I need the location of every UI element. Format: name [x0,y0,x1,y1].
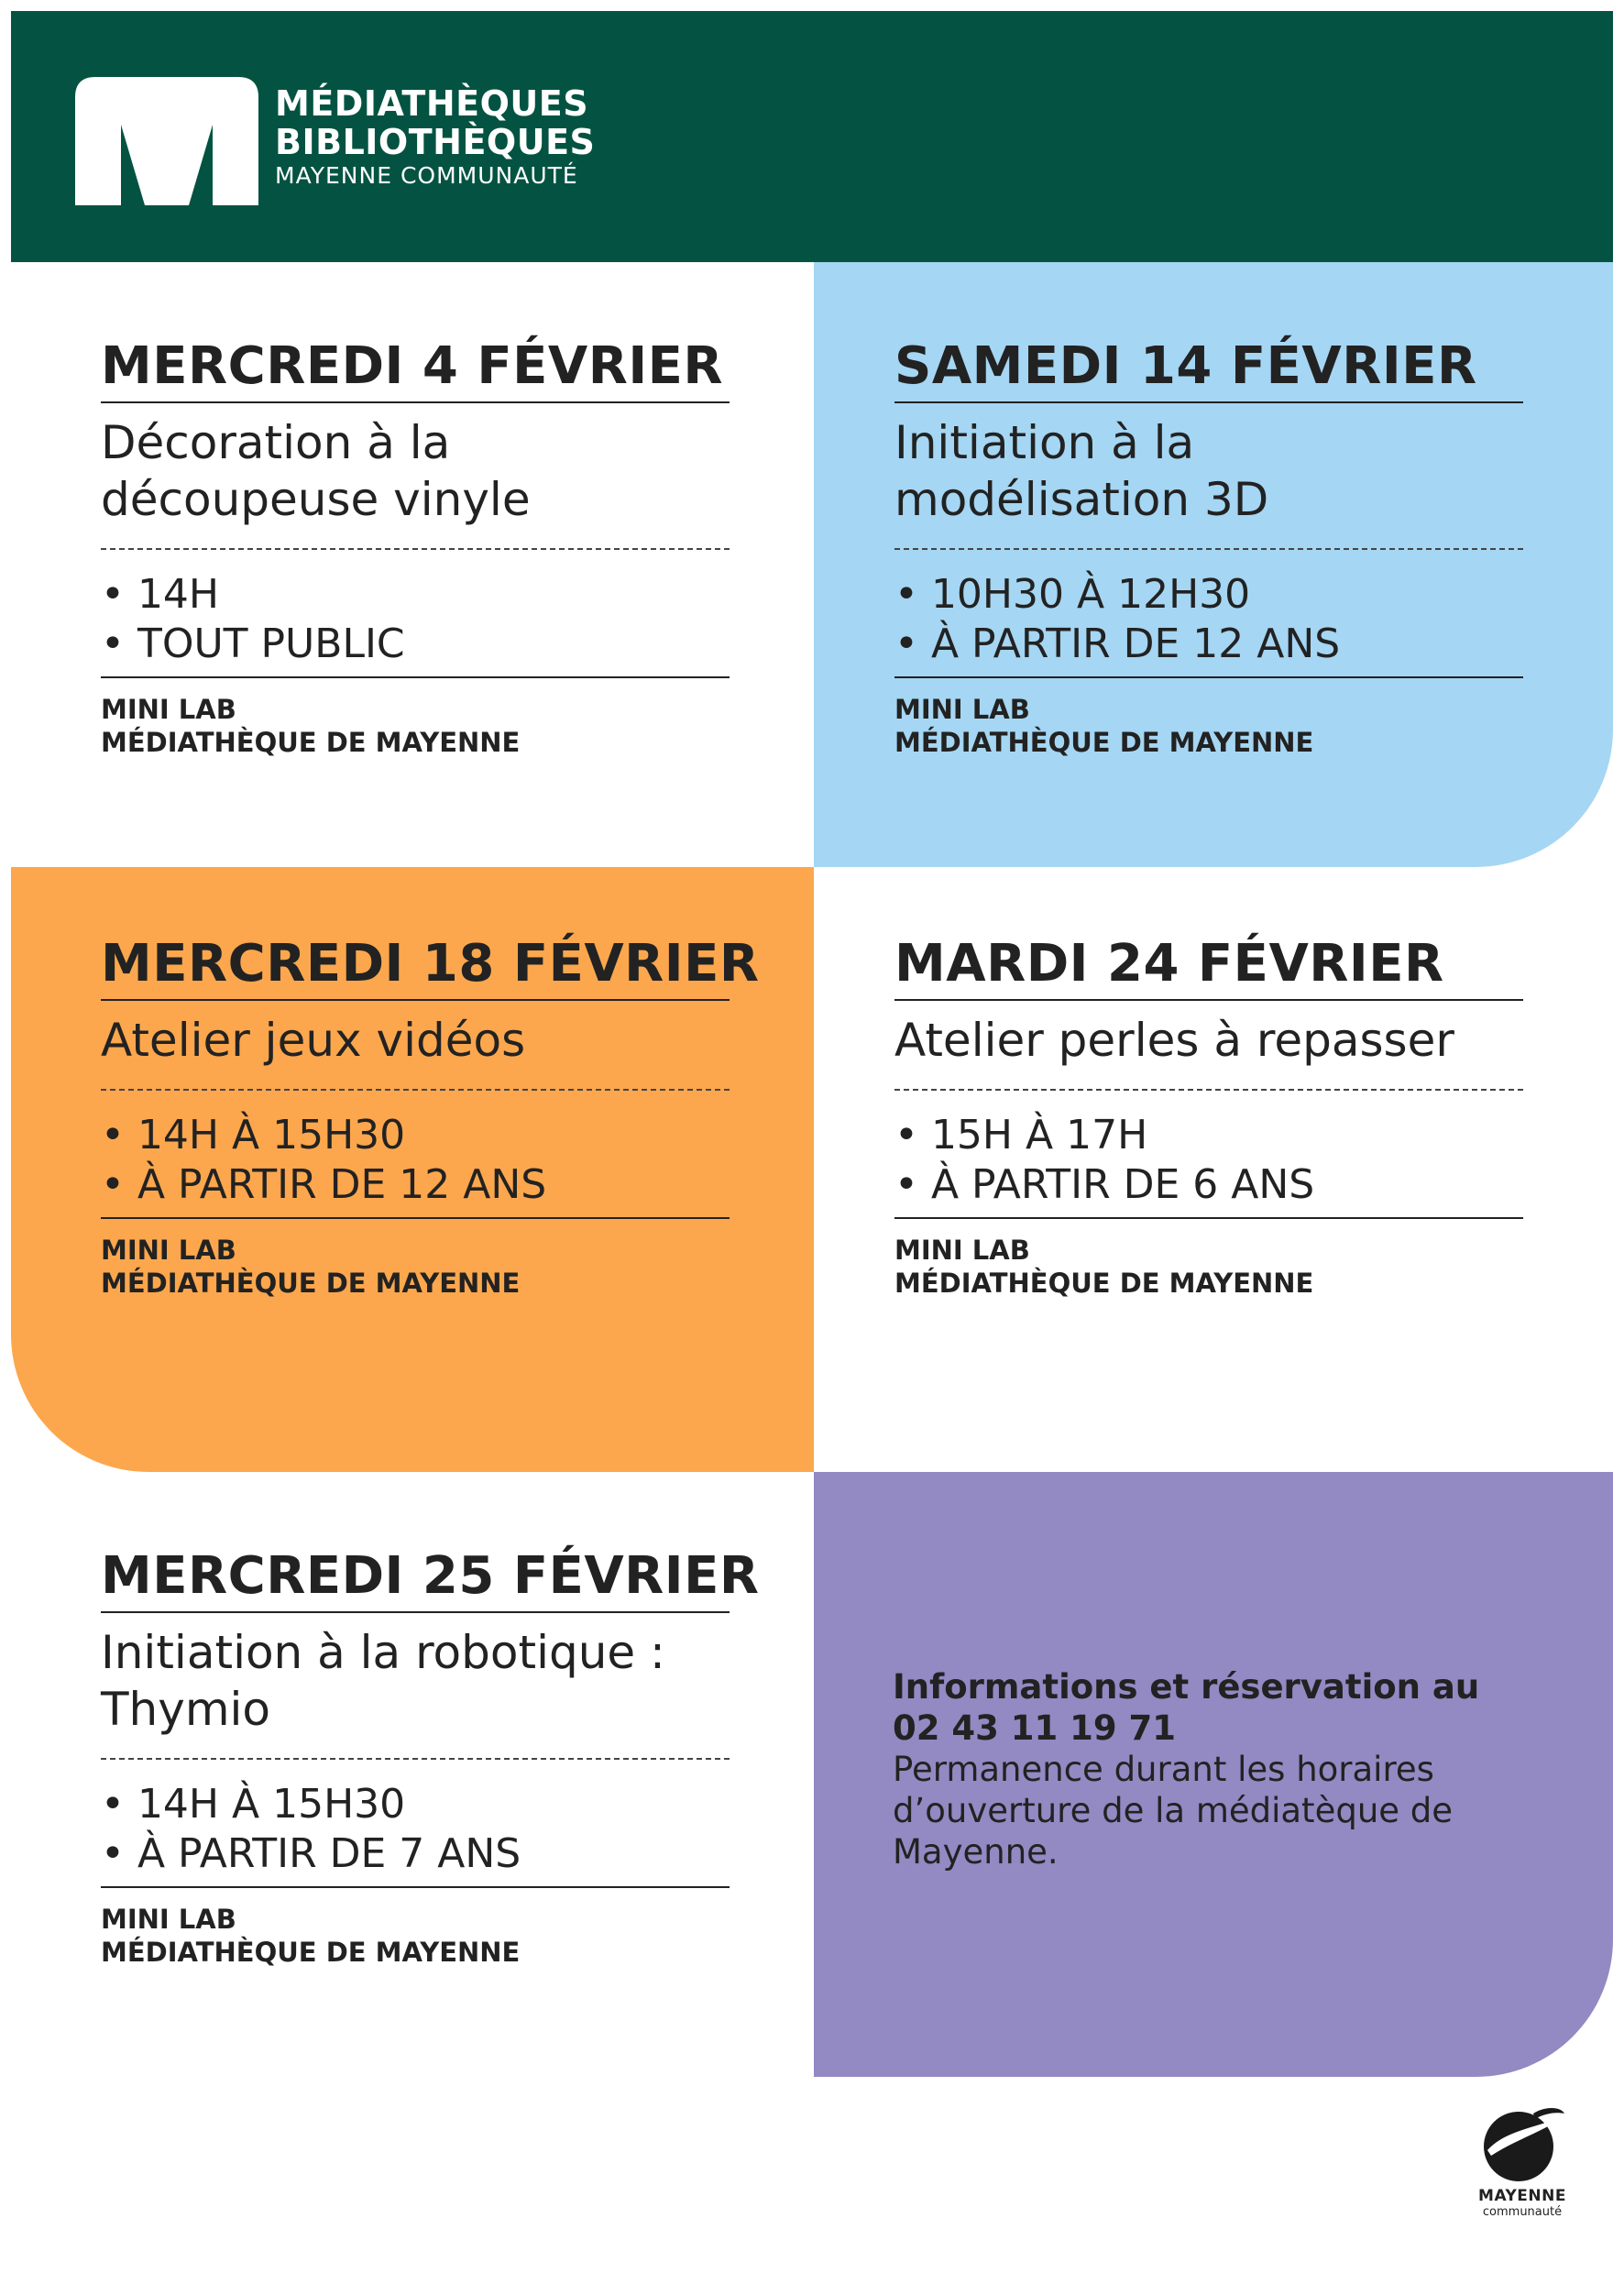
event-date: SAMEDI 14 FÉVRIER [894,339,1523,403]
event-place-line: MÉDIATHÈQUE DE MAYENNE [101,1268,521,1299]
info-text-line: Mayenne. [893,1832,1059,1872]
event-title-line: Atelier jeux vidéos [101,1014,526,1067]
event-place [894,1234,1523,1300]
event-title-line: Décoration à la [101,416,451,469]
event-title [894,1012,1523,1091]
event-audience: • À PARTIR DE 6 ANS [894,1161,1315,1208]
event-details [894,1111,1523,1219]
m-logo-icon [75,77,258,205]
event-place-line: MINI LAB [101,1904,236,1935]
event-date: MARDI 24 FÉVRIER [894,937,1523,1001]
event-details [101,1111,730,1219]
event-title-line: Initiation à la robotique : [101,1626,665,1679]
event-card [101,934,760,1300]
event-audience: • À PARTIR DE 12 ANS [894,620,1341,667]
event-date: MERCREDI 25 FÉVRIER [101,1549,730,1613]
event-place-line: MÉDIATHÈQUE DE MAYENNE [894,1268,1314,1299]
event-card [101,336,730,759]
brand-name [275,84,595,191]
event-details [101,1780,730,1888]
event-place-line: MINI LAB [101,1235,236,1266]
event-place [101,1234,730,1300]
event-date: MERCREDI 4 FÉVRIER [101,339,730,403]
event-place [101,1903,730,1969]
header-banner [11,11,1613,262]
info-phone[interactable]: 02 43 11 19 71 [893,1708,1176,1748]
event-time: • 10H30 À 12H30 [894,571,1251,618]
event-title-line: Atelier perles à repasser [894,1014,1454,1067]
event-title-line: Thymio [101,1683,271,1736]
event-details [894,570,1523,678]
event-place-line: MINI LAB [894,694,1030,725]
mayenne-communaute-logo-icon [1478,2104,1566,2183]
event-title [101,1624,730,1760]
event-title-line: modélisation 3D [894,473,1269,526]
brand-title-2: BIBLIOTHÈQUES [275,122,596,162]
brand-subtitle: MAYENNE COMMUNAUTÉ [275,162,578,189]
event-place-line: MÉDIATHÈQUE DE MAYENNE [894,727,1314,758]
brand-title-1: MÉDIATHÈQUES [275,83,589,124]
event-place-line: MÉDIATHÈQUE DE MAYENNE [101,1937,521,1968]
event-time: • 14H À 15H30 [101,1781,406,1828]
footer-logo [1472,2104,1573,2219]
event-card [894,934,1523,1300]
footer-logo-sub: communauté [1482,2205,1563,2219]
event-card [101,1546,760,1969]
event-audience: • À PARTIR DE 7 ANS [101,1830,521,1877]
info-text-line: Permanence durant les horaires [893,1750,1434,1789]
event-audience: • À PARTIR DE 12 ANS [101,1161,547,1208]
footer-logo-name: MAYENNE [1478,2187,1566,2205]
event-title-line: découpeuse vinyle [101,473,531,526]
event-time: • 15H À 17H [894,1112,1148,1158]
event-place-line: MINI LAB [894,1235,1030,1266]
event-place-line: MÉDIATHÈQUE DE MAYENNE [101,727,521,758]
info-heading: Informations et réservation au [893,1667,1480,1707]
event-title [894,414,1523,550]
event-time: • 14H À 15H30 [101,1112,406,1158]
event-place [894,693,1523,759]
event-time: • 14H [101,571,220,618]
event-title-line: Initiation à la [894,416,1195,469]
event-card [894,336,1523,759]
event-date: MERCREDI 18 FÉVRIER [101,937,730,1001]
event-place-line: MINI LAB [101,694,236,725]
event-place [101,693,730,759]
info-reservation [893,1666,1534,1872]
event-details [101,570,730,678]
info-text-line: d’ouverture de la médiatèque de [893,1791,1454,1830]
event-audience: • TOUT PUBLIC [101,620,405,667]
event-title [101,1012,730,1091]
event-title [101,414,730,550]
